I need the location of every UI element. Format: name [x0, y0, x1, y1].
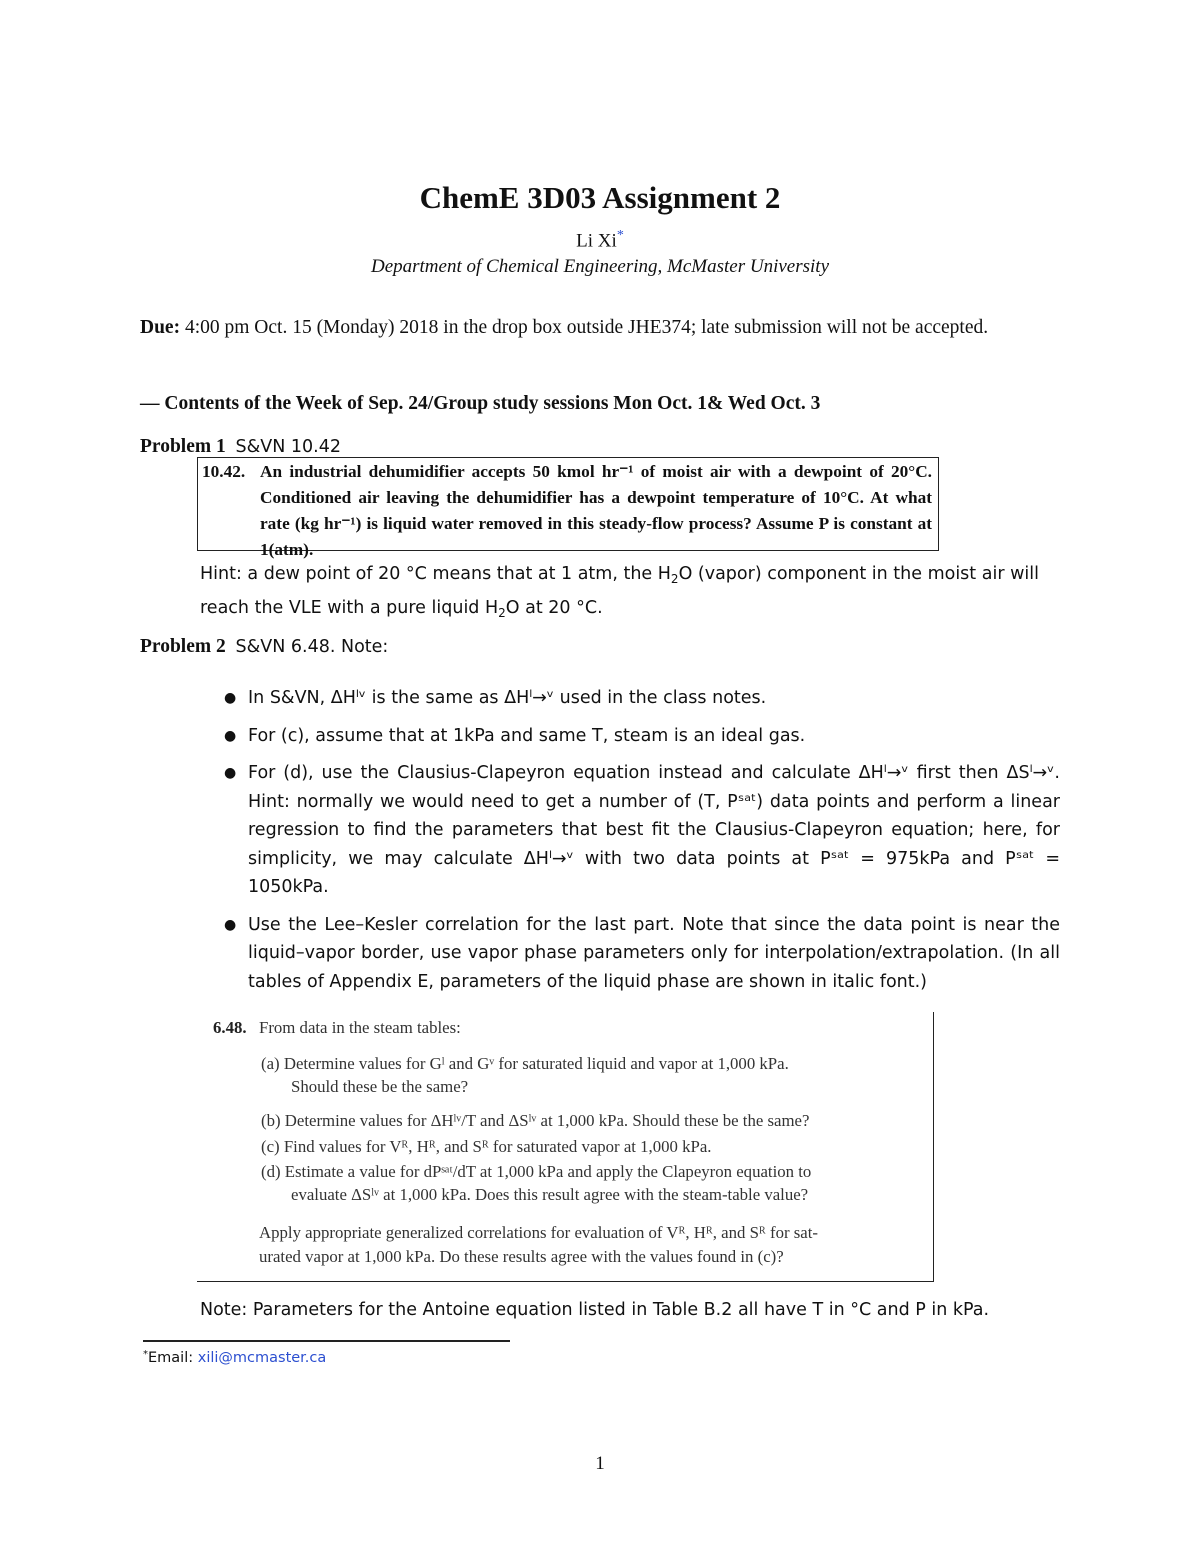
bullet-icon: ●: [224, 916, 237, 933]
box-line: From data in the steam tables:: [259, 1018, 461, 1037]
box-line: (d) Estimate a value for dPˢᵃᵗ/dT at 1,000 kPa and apply the Clapeyron equation to: [261, 1162, 812, 1181]
box-line: (b) Determine values for ΔHˡᵛ/T and ΔSˡᵛ at 1,000 kPa. Should these be the same?: [261, 1111, 810, 1130]
problem1-heading: [140, 436, 341, 458]
problem1-hint: Hint: a dew point of 20 °C means that at 1 atm, the $H_2O$ (vapor) component in the moist air will reach the VLE with a pure liquid $H_2O$ at 20 °C.: [200, 564, 1039, 620]
box-line: (a) Determine values for Gˡ and Gᵛ for saturated liquid and vapor at 1,000 kPa.: [261, 1054, 789, 1073]
bullet-icon: ●: [224, 765, 237, 781]
problem1-box-number: 10.42.: [202, 462, 246, 481]
footnote-marker[interactable]: *: [616, 228, 624, 243]
email-link[interactable]: xili@mcmaster.ca: [197, 1350, 327, 1366]
due-text: 4:00 pm Oct. 15 (Monday) 2018 in the drop box outside JHE374; late submission will not be accepted.: [184, 317, 989, 338]
antoine-note: Note: Parameters for the Antoine equation listed in Table B.2 all have T in °C and P in kPa.: [200, 1300, 990, 1320]
problem1-excerpt-box: [197, 457, 939, 559]
page-number: 1: [595, 1453, 605, 1474]
due-paragraph: [140, 313, 1060, 342]
box-line: Apply appropriate generalized correlations for evaluation of Vᴿ, Hᴿ, and Sᴿ for sat-: [259, 1223, 818, 1242]
contents-heading: — Contents of the Week of Sep. 24/Group study sessions Mon Oct. 1& Wed Oct. 3: [140, 393, 821, 414]
author-name: Li Xi: [576, 230, 617, 252]
list-item: ● For (c), assume that at 1kPa and same T, steam is an ideal gas.: [220, 722, 1060, 751]
problem1-box-text: An industrial dehumidifier accepts 50 kmol hr⁻¹ of moist air with a dewpoint of 20°C. Conditioned air leaving the dehumidifier has a dewpoint temperature of 10°C. At what rate (kg hr⁻¹) is liquid water removed in this steady-flow process? Assume P is constant at 1(atm).: [260, 462, 932, 559]
problem2-excerpt-box: [197, 1012, 934, 1282]
author-line: [0, 228, 1200, 252]
list-item: ● Use the Lee–Kesler correlation for the last part. Note that since the data point is near the liquid–vapor border, use vapor phase parameters only for interpolation/extrapolation. (In all tables of Appendix E, parameters of the liquid phase are shown in italic font.): [220, 911, 1060, 997]
bullet-icon: ●: [224, 690, 237, 706]
box-line: urated vapor at 1,000 kPa. Do these results agree with the values found in (c)?: [259, 1247, 784, 1266]
due-label: Due:: [140, 317, 181, 338]
page-title: ChemE 3D03 Assignment 2: [419, 180, 781, 215]
box-line: Should these be the same?: [291, 1077, 469, 1096]
bullet-icon: ●: [224, 727, 237, 744]
problem1-ref: S&VN 10.42: [235, 437, 341, 457]
list-item: ● For (d), use the Clausius-Clapeyron equation instead and calculate ΔHˡ→ᵛ first then ΔSˡ→ᵛ. Hint: normally we would need to get a number of (T, Pˢᵃᵗ) data points and perform a linear regression to find the parameters that best fit the Clausius-Clapeyron equation; here, for simplicity, we may calculate ΔHˡ→ᵛ with two data points at Pˢᵃᵗ = 975kPa and Pˢᵃᵗ = 1050kPa.: [220, 759, 1060, 902]
affiliation: Department of Chemical Engineering, McMaster University: [370, 256, 829, 277]
box-line: (c) Find values for Vᴿ, Hᴿ, and Sᴿ for saturated vapor at 1,000 kPa.: [261, 1137, 712, 1156]
box-line: evaluate ΔSˡᵛ at 1,000 kPa. Does this result agree with the steam-table value?: [291, 1185, 809, 1204]
problem2-notes-list: [220, 684, 1060, 1005]
problem2-heading: [140, 636, 388, 658]
footnote: *Email: xili@mcmaster.ca: [143, 1349, 327, 1366]
footnote-rule: [143, 1340, 510, 1342]
problem2-box-number: 6.48.: [213, 1018, 247, 1037]
problem2-label: Problem 2: [140, 636, 226, 657]
problem1-label: Problem 1: [140, 436, 226, 457]
problem2-ref: S&VN 6.48. Note:: [235, 637, 389, 657]
list-item: ● In S&VN, ΔHˡᵛ is the same as ΔHˡ→ᵛ used in the class notes.: [220, 684, 1060, 713]
